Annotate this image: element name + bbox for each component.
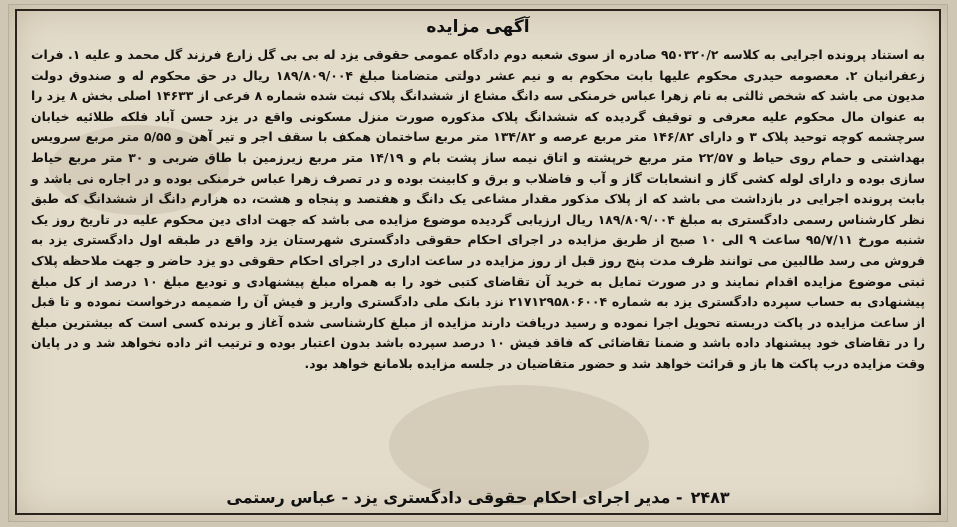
signature-number: ۲۴۸۳ <box>690 488 730 507</box>
notice-body: به استناد پرونده اجرایی به کلاسه ۹۵۰۳۲۰/۲ صادره از سوی شعبه دوم دادگاه عمومی حقوقی یزد له بی بی گل زارع فرزند گل محمد و علیه ۱. فرات زعفرانیان ۲. معصومه حیدری محکوم علیها بابت محکوم به و نیم عشر دولتی متضامنا مبلغ ۱۸۹/۸۰۹/۰۰۴ ریال در حق محکوم له و صندوق دولت مدیون می باشد که شخص ثالثی به نام زهرا عباس خرمنکی سه دانگ مشاع از ششدانگ پلاک ثبت شده شماره ۸ فرعی از ۱۴۶۳۳ اصلی بخش ۸ یزد را به عنوان مال محکوم علیه معرفی و توقیف گردیده که ششدانگ پلاک مذکوره صورت منزل مسکونی واقع در یزد حسن آباد فلکه طلائیه خیابان سرچشمه کوچه توحید پلاک ۳ و دارای ۱۴۶/۸۲ متر مربع عرصه و ۱۳۴/۸۲ متر مربع ساختمان همکف با سقف اجر و تیر آهن و ۵/۵۵ متر مربع سرویس بهداشتی و حمام روی حیاط و ۲۲/۵۷ متر مربع خرپشته و اتاق نیمه ساز پشت بام و ۱۴/۱۹ متر مربع زیرزمین با طاق ضربی و ۳۰ متر مربع حیاط سازی بوده و دارای لوله کشی گاز و انشعابات گاز و آب و فاضلاب و برق و کابینت بوده و در تصرف زهرا عباس خرمنکی بوده و در اجاره نی باشد و بابت پرونده اجرایی در بازداشت می باشد که از پلاک مذکور مقدار مشاعی یک دانگ و هفتصد و پنجاه و هشت، ده هزارم دانگ از ششدانگ که طبق نظر کارشناس رسمی دادگستری به مبلغ ۱۸۹/۸۰۹/۰۰۴ ریال ارزیابی گردیده موضوع مزایده می باشد که جهت ادای دین محکوم علیه در تاریخ روز یک شنبه مورخ ۹۵/۷/۱۱ ساعت ۹ الی ۱۰ صبح از طریق مزایده در اجرای احکام حقوقی دادگستری شهرستان یزد واقع در طبقه اول دادگستری یزد به فروش می رسد طالبین می توانند ظرف مدت پنج روز قبل از روز مزایده در ساعت اداری در اجرای احکام حقوقی دو یزد حاضر و جهت ملاحظه پلاک ثبتی موضوع مزایده اقدام نمایند و در صورت تمایل به خرید آن تقاضای کتبی خود را به همراه مبلغ پیشنهادی و تودیع مبلغ ۱۰ درصد از کل مبلغ پیشنهادی به حساب سپرده دادگستری یزد به شماره ۲۱۷۱۲۹۵۸۰۶۰۰۴ نزد بانک ملی دادگستری واریز و فیش آن را ضمیمه درخواست نموده و تا قبل از ساعت مزایده در پاکت دربسته تحویل اجرا نموده و رسید دریافت دارند مزایده از مبلغ کارشناسی شده آغاز و برنده کسی است که بیشترین مبلغ را در تقاضای خود پیشنهاد داده باشد و ضمنا تقاضائی که فاقد فیش ۱۰ درصد سپرده باشد بدون اعتبار بوده و ترتیب اثر داده نخواهد شد و در پایان وقت مزایده درب پاکت ها باز و قرائت خواهد شد و حضور متقاضیان در جلسه مزایده بلامانع خواهد بود. <box>31 47 926 371</box>
signature-text: - مدیر اجرای احکام حقوقی دادگستری یزد - عباس رستمی <box>226 488 683 507</box>
notice-signature <box>17 488 939 507</box>
notice-frame <box>15 9 941 515</box>
notice-title: آگهی مزایده <box>426 17 530 37</box>
newspaper-clipping <box>8 4 948 522</box>
